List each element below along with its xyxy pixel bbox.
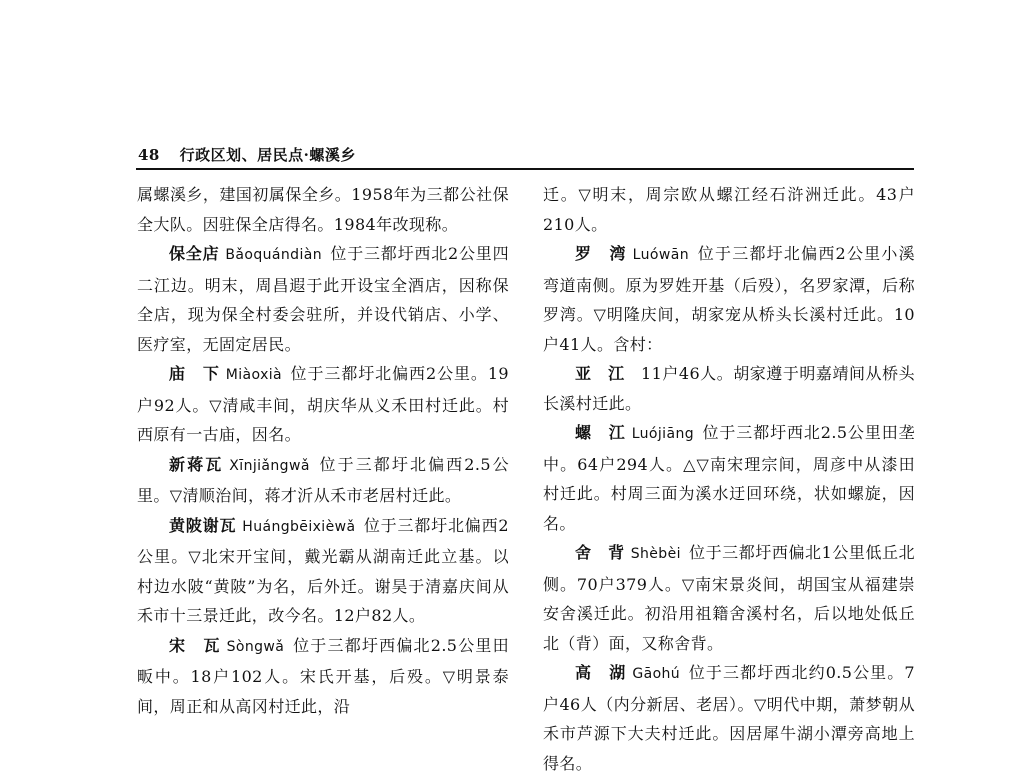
entry-text: 位于三都圩西北2公里四二江边。明末，周昌遐于此开设宝全酒店，因称保全店，现为保全村委会驻所，并设代销店、小学、医疗室，无固定居民。 xyxy=(137,244,509,354)
continued-text xyxy=(543,180,915,239)
place-entry xyxy=(543,418,915,538)
place-entry xyxy=(137,359,509,450)
place-entry xyxy=(543,538,915,658)
place-pinyin: Gāohú xyxy=(632,666,681,682)
entry-text: 属螺溪乡，建国初属保全乡。1958年为三都公社保全大队。因驻保全店得名。1984年改现称。 xyxy=(137,185,509,234)
entry-text: 位于三都圩西偏北2.5公里田畈中。18户102人。宋氏开基，后殁。▽明景泰间，周正和从高冈村迁此，沿 xyxy=(137,635,510,716)
left-column xyxy=(137,180,509,721)
entry-text: 位于三都圩北偏西2公里小溪弯道南侧。原为罗姓开基（后殁），名罗家潭，后称罗湾。▽明隆庆间，胡家宠从桥头长溪村迁此。10户41人。含村： xyxy=(543,244,916,354)
entry-text: 11户46人。胡家遵于明嘉靖间从桥头长溪村迁此。 xyxy=(543,364,916,413)
place-pinyin: Sòngwǎ xyxy=(226,638,285,655)
page-number: 48 xyxy=(138,146,160,164)
place-entry xyxy=(137,450,509,511)
place-pinyin: Luówān xyxy=(632,247,689,263)
place-pinyin: Luójiāng xyxy=(631,426,695,442)
continued-text xyxy=(137,180,509,239)
entry-text: 位于三都圩北偏西2公里。▽北宋开宝间，戴光霸从湖南迁此立基。以村边水陂“黄陂”为名，后外迁。谢昊于清嘉庆间从禾市十三景迁此，改今名。12户82人。 xyxy=(137,515,509,625)
place-pinyin: Huángbēixièwǎ xyxy=(242,518,356,535)
entry-text: 迁。▽明末，周宗欧从螺江经石浒洲迁此。43户210人。 xyxy=(543,185,915,234)
entry-text: 位于三都圩西北2.5公里田垄中。64户294人。△▽南宋理宗间，周彦中从漆田村迁此。村周三面为溪水迂回环绕，状如螺旋，因名。 xyxy=(543,423,916,533)
place-name: 螺 江 xyxy=(575,423,626,442)
place-entry xyxy=(543,658,915,778)
place-entry xyxy=(137,511,509,631)
place-name: 罗 湾 xyxy=(575,244,627,263)
place-pinyin: Xīnjiǎngwǎ xyxy=(229,457,310,474)
entry-text: 位于三都圩北偏西2.5公里。▽清顺治间，蒋才沂从禾市老居村迁此。 xyxy=(137,454,510,505)
place-name: 高 湖 xyxy=(575,663,627,682)
place-pinyin: Shèbèi xyxy=(630,546,681,562)
place-entry xyxy=(137,239,509,359)
running-header xyxy=(138,144,356,165)
place-entry xyxy=(543,359,915,418)
header-title: 行政区划、居民点·螺溪乡 xyxy=(179,146,356,164)
place-name: 庙 下 xyxy=(169,364,220,383)
header-rule xyxy=(136,168,914,170)
entry-text: 位于三都圩西偏北1公里低丘北侧。70户379人。▽南宋景炎间，胡国宝从福建崇安舍溪迁此。初沿用祖籍舍溪村名，后以地处低丘北（背）面，又称舍背。 xyxy=(543,543,915,653)
place-name: 黄陂谢瓦 xyxy=(169,515,237,535)
place-name: 保全店 xyxy=(169,244,220,263)
right-column xyxy=(543,180,915,778)
place-pinyin: Miàoxià xyxy=(225,367,283,383)
place-name: 宋 瓦 xyxy=(169,635,221,655)
place-name: 新蒋瓦 xyxy=(169,454,224,474)
place-pinyin: Bǎoquándiàn xyxy=(225,247,322,263)
place-name: 亚 江 xyxy=(575,364,625,383)
entry-text: 位于三都圩西北约0.5公里。7户46人（内分新居、老居）。▽明代中期，萧梦朝从禾市芦源下大夫村迁此。因居犀牛湖小潭旁高地上得名。 xyxy=(543,663,915,773)
entry-text: 位于三都圩北偏西2公里。19户92人。▽清咸丰间，胡庆华从义禾田村迁此。村西原有一古庙，因名。 xyxy=(137,364,510,444)
place-name: 舍 背 xyxy=(575,543,625,562)
place-entry xyxy=(543,239,915,359)
place-entry xyxy=(137,631,509,722)
